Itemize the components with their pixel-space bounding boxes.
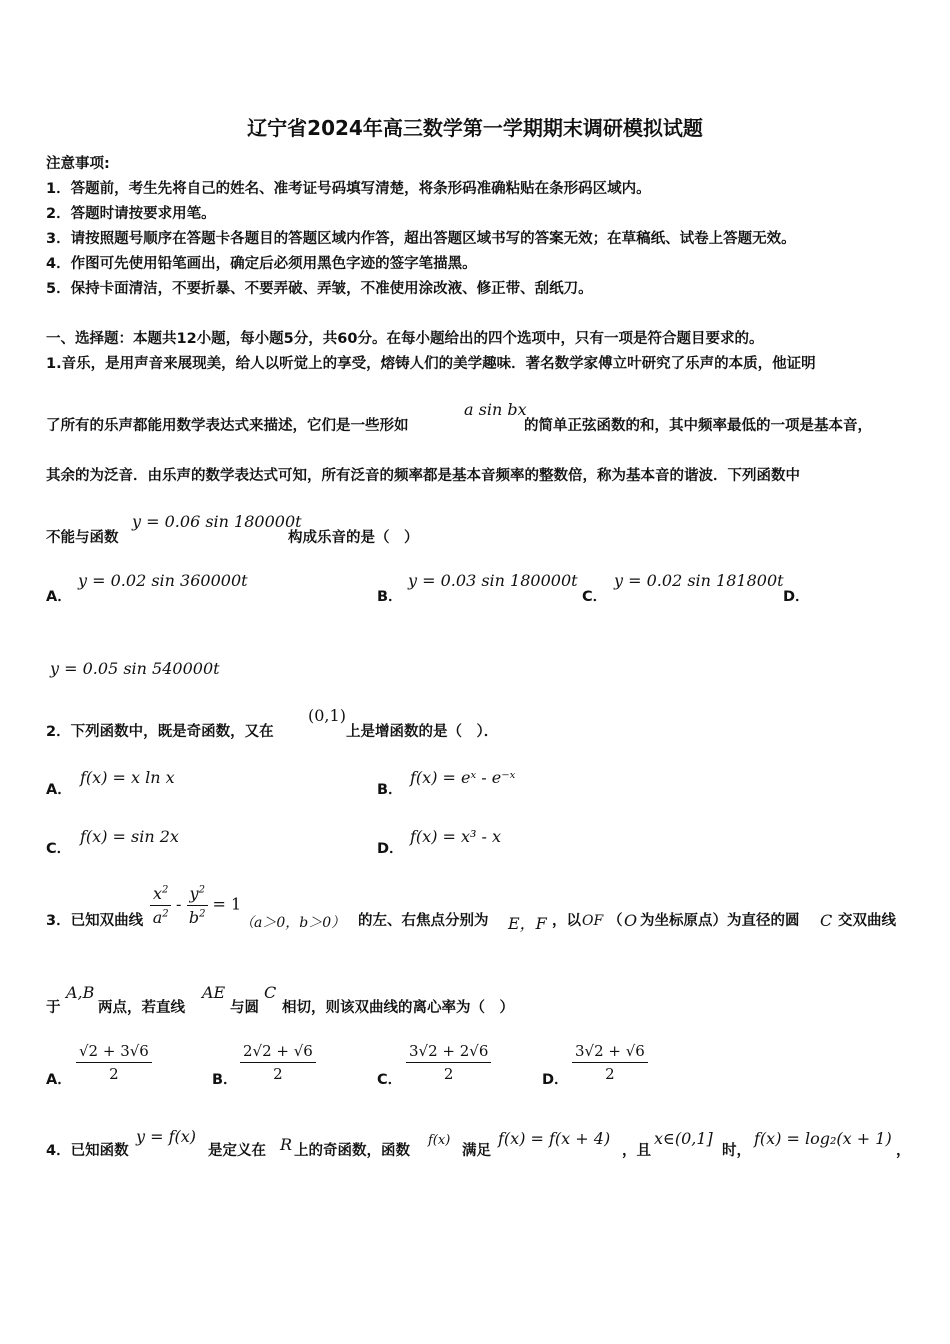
q4-f2: f(x) (428, 1133, 451, 1148)
q3-stem-d: （ (608, 913, 623, 929)
q3-option-a: $\frac{√2 + 3√6}{2}$ (76, 1042, 152, 1083)
q4-r: R (280, 1135, 293, 1154)
q1-option-d: y = 0.05 sin 540000t (50, 659, 220, 678)
q2-option-d: f(x) = x³ - x (410, 827, 502, 846)
q3-circle-2: C (264, 983, 277, 1002)
q3-stem-e: 为坐标原点）为直径的圆 (640, 913, 800, 929)
q4-stem-g: ， (896, 1143, 911, 1159)
notice-item: 1．答题前，考生先将自己的姓名、准考证号码填写清楚，将条形码准确粘贴在条形码区域内。 (46, 181, 651, 197)
q3-option-d-label: D． (542, 1072, 569, 1088)
q4-stem-a: 4．已知函数 (46, 1143, 129, 1159)
q4-stem-c: 上的奇函数，函数 (294, 1143, 410, 1159)
q1-option-d-label: D． (783, 589, 810, 605)
q2-option-a: f(x) = x ln x (80, 768, 175, 787)
notice-item: 4．作图可先使用铅笔画出，确定后必须用黑色字迹的签字笔描黑。 (46, 256, 477, 272)
q3-of: OF (582, 913, 604, 929)
q3-option-c-label: C． (377, 1072, 403, 1088)
q3-hyperbola-equation: $\frac{x^2}{a^2}$ - $\frac{y^2}{b^2}$ = 1 (150, 884, 241, 927)
q3-line2d: 相切，则该双曲线的离心率为（ ） (282, 1000, 514, 1016)
q1-line2b: 的简单正弦函数的和，其中频率最低的一项是基本音， (524, 418, 872, 434)
q1-line1: 1.音乐，是用声音来展现美，给人以听觉上的享受，熔铸人们的美学趣味．著名数学家傅立叶研究了乐声的本质，他证明 (46, 356, 816, 372)
q4-stem-e: ，且 (622, 1143, 651, 1159)
section-heading: 一、选择题：本题共12小题，每小题5分，共60分。在每小题给出的四个选项中，只有一项是符合题目要求的。 (46, 331, 764, 347)
page-title: 辽宁省2024年高三数学第一学期期末调研模拟试题 (247, 116, 703, 140)
q1-line4a: 不能与函数 (46, 530, 119, 546)
q1-line2a: 了所有的乐声都能用数学表达式来描述，它们是一些形如 (46, 418, 409, 434)
q4-f3: f(x) = f(x + 4) (498, 1129, 611, 1148)
q1-option-c-label: C． (582, 589, 608, 605)
notice-item: 2．答题时请按要求用笔。 (46, 206, 216, 222)
q3-option-b: $\frac{2√2 + √6}{2}$ (240, 1042, 316, 1083)
q3-stem-a: 3．已知双曲线 (46, 913, 144, 929)
q4-stem-f: 时， (722, 1143, 751, 1159)
q3-option-a-label: A． (46, 1072, 72, 1088)
q3-stem-b: 的左、右焦点分别为 (358, 913, 489, 929)
q3-line2a: 于 (46, 1000, 61, 1016)
q2-option-b: f(x) = eˣ - e⁻ˣ (410, 768, 516, 787)
q4-f1: y = f(x) (136, 1127, 197, 1146)
q3-stem-c: ，以 (552, 913, 581, 929)
q2-stem-a: 2．下列函数中，既是奇函数，又在 (46, 724, 274, 740)
q1-line4b: 构成乐音的是（ ） (288, 530, 419, 546)
q2-option-c-label: C． (46, 841, 72, 857)
q3-origin: O (624, 911, 638, 930)
q3-foci: E，F (508, 914, 547, 933)
q2-option-d-label: D． (377, 841, 404, 857)
notice-heading: 注意事项: (46, 156, 110, 172)
q3-option-b-label: B． (212, 1072, 238, 1088)
q1-option-b-label: B． (377, 589, 403, 605)
q1-option-a-label: A． (46, 589, 72, 605)
q4-f5: f(x) = log₂(x + 1) (754, 1129, 892, 1148)
q3-option-c: $\frac{3√2 + 2√6}{2}$ (406, 1042, 491, 1083)
notice-item: 3．请按照题号顺序在答题卡各题目的答题区域内作答，超出答题区域书写的答案无效；在草稿纸、试卷上答题无效。 (46, 231, 796, 247)
q2-stem-b: 上是增函数的是（ ）． (346, 724, 499, 740)
q2-option-c: f(x) = sin 2x (80, 827, 179, 846)
q4-stem-d: 满足 (462, 1143, 491, 1159)
q1-formula: a sin bx (464, 400, 527, 419)
q1-option-b: y = 0.03 sin 180000t (408, 571, 578, 590)
q1-line3: 其余的为泛音．由乐声的数学表达式可知，所有泛音的频率都是基本音频率的整数倍，称为基本音的谐波．下列函数中 (46, 468, 800, 484)
q3-stem-f: 交双曲线 (838, 913, 896, 929)
q3-condition: （a＞0，b＞0） (240, 915, 346, 931)
notice-item: 5．保持卡面清洁，不要折暴、不要弄破、弄皱，不准使用涂改液、修正带、刮纸刀。 (46, 281, 593, 297)
q2-interval: (0,1) (308, 706, 346, 725)
q1-option-a: y = 0.02 sin 360000t (78, 571, 248, 590)
q1-given: y = 0.06 sin 180000t (132, 512, 302, 531)
q3-option-d: $\frac{3√2 + √6}{2}$ (572, 1042, 648, 1083)
q3-line2c: 与圆 (230, 1000, 259, 1016)
q2-option-a-label: A． (46, 782, 72, 798)
q1-option-c: y = 0.02 sin 181800t (614, 571, 784, 590)
q2-option-b-label: B． (377, 782, 403, 798)
q3-line-ae: AE (202, 983, 226, 1002)
q3-circle: C (820, 911, 833, 930)
q4-stem-b: 是定义在 (208, 1143, 266, 1159)
q4-f4: x∈(0,1] (654, 1129, 713, 1148)
q3-line2b: 两点，若直线 (98, 1000, 185, 1016)
q3-points: A,B (66, 983, 95, 1002)
